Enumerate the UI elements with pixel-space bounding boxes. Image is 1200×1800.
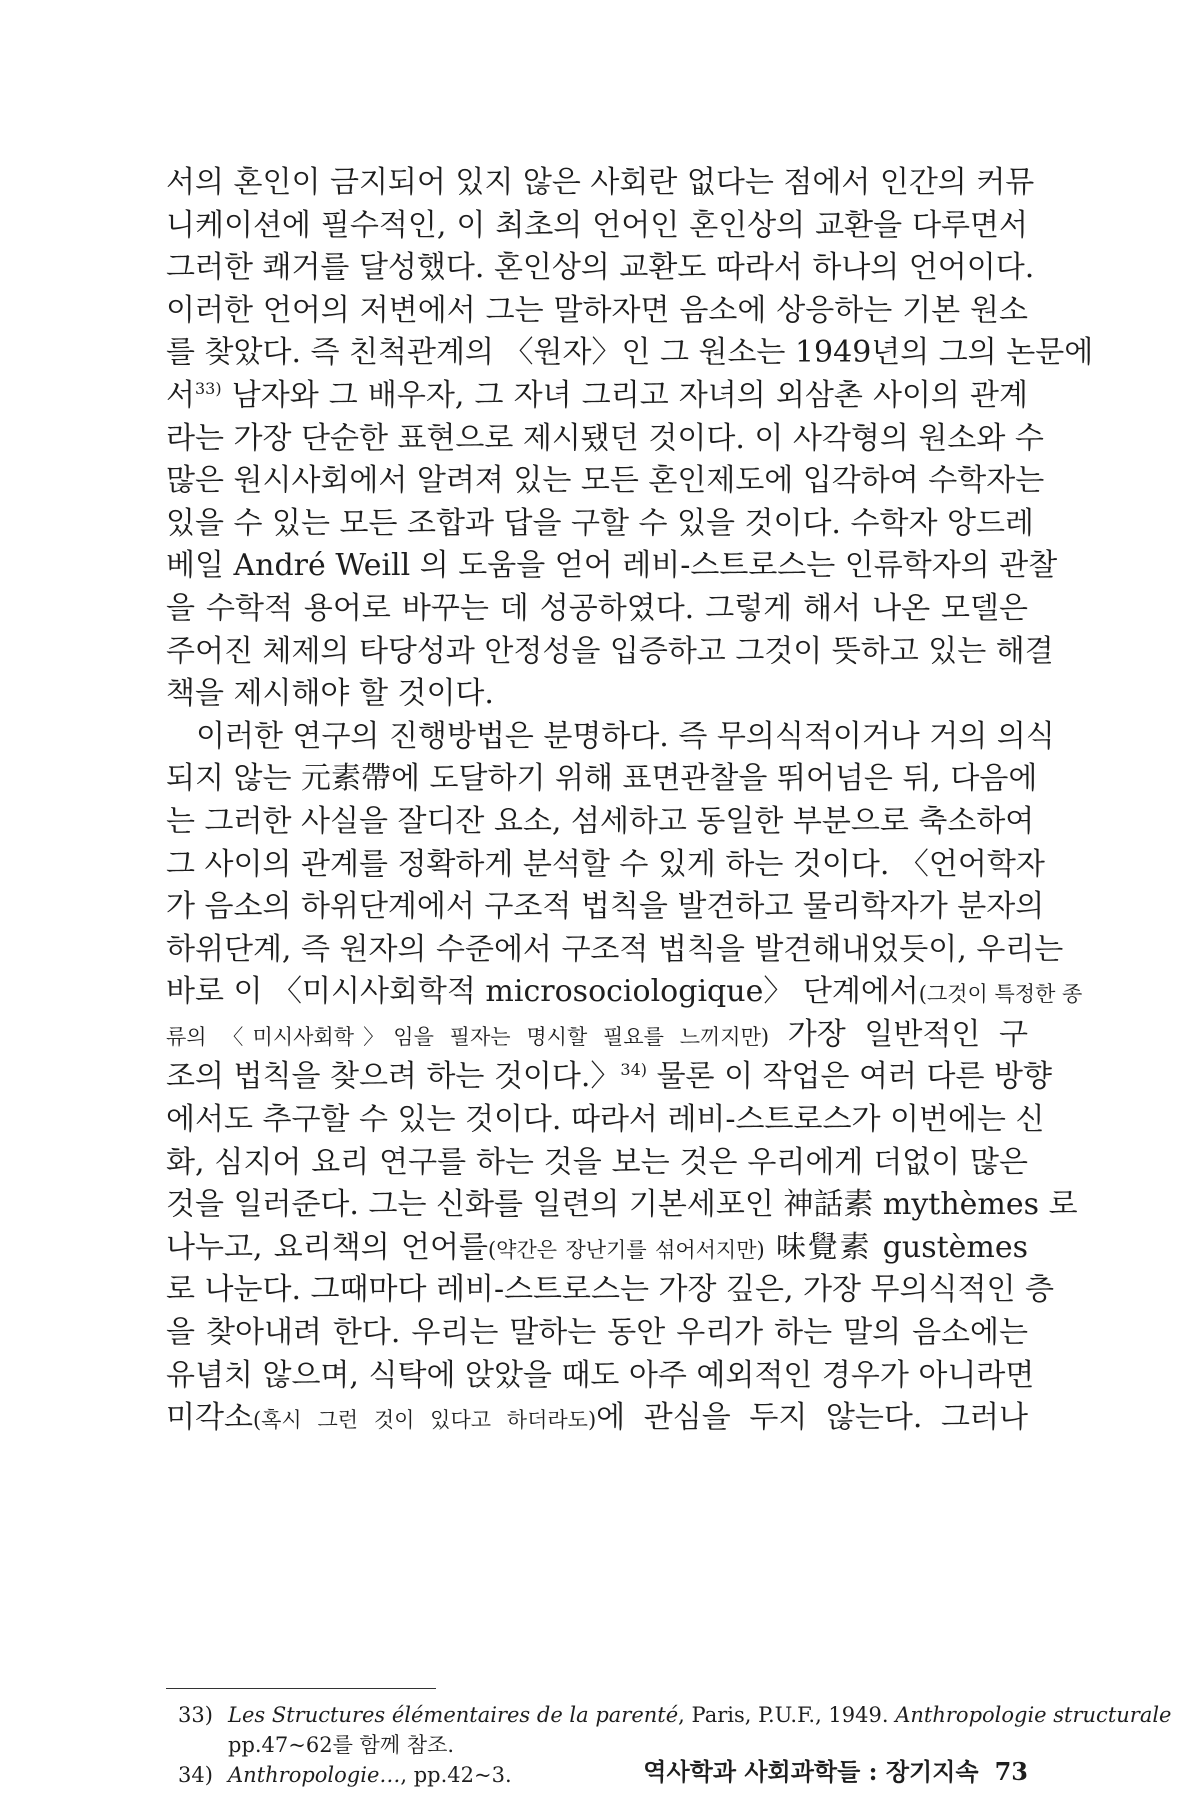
parenthetical-small: (혹시 그런 것이 있다고 하더라도) <box>252 1408 597 1433</box>
text-segment: 미각소 <box>166 1400 253 1436</box>
running-title: 역사학과 사회과학들 : 장기지속 <box>643 1757 979 1786</box>
text-line: 을 찾아내려 한다. 우리는 말하는 동안 우리가 하는 말의 음소에는 <box>166 1315 1028 1351</box>
text-line: 라는 가장 단순한 표현으로 제시됐던 것이다. 이 사각형의 원소와 수 <box>166 420 1044 456</box>
text-line: 하위단계, 즉 원자의 수준에서 구조적 법칙을 발견해내었듯이, 우리는 <box>166 931 1064 967</box>
parenthetical-small: (약간은 장난기를 섞어서지만) <box>487 1237 765 1262</box>
text-line: 책을 제시해야 할 것이다. <box>166 676 494 712</box>
parenthetical-small: (그것이 특정한 종 <box>918 982 1083 1007</box>
text-line <box>166 1397 1028 1440</box>
text-segment: 조의 법칙을 찾으려 하는 것이다.〉 <box>166 1059 621 1095</box>
text-line: 있을 수 있는 모든 조합과 답을 구할 수 있을 것이다. 수학자 앙드레 <box>166 505 1034 541</box>
footnote-text: , Paris, P.U.F., 1949. <box>678 1703 896 1727</box>
text-segment: 에 관심을 두지 않는다. 그러나 <box>596 1400 1028 1436</box>
text-line: 주어진 체제의 타당성과 안정성을 입증하고 그것이 뜻하고 있는 해결 <box>166 633 1054 669</box>
footnote-divider <box>166 1688 436 1689</box>
text-line <box>166 1227 1028 1270</box>
page-footer <box>600 1752 1028 1787</box>
text-line: 니케이션에 필수적인, 이 최초의 언어인 혼인상의 교환을 다루면서 <box>166 207 1028 243</box>
footnote-title: Anthropologie structurale <box>895 1703 1172 1727</box>
text-line: 서의 혼인이 금지되어 있지 않은 사회란 없다는 점에서 인간의 커뮤 <box>166 165 1035 200</box>
text-segment: 나누고, 요리책의 언어를 <box>166 1229 488 1265</box>
text-line: 이러한 언어의 저변에서 그는 말하자면 음소에 상응하는 기본 원소 <box>166 292 1028 328</box>
footnote-number: 34) <box>178 1763 213 1787</box>
text-segment: 가장 일반적인 구 <box>769 1016 1029 1052</box>
text-segment: 물론 이 작업은 여러 다른 방향 <box>647 1059 1053 1095</box>
text-line: 베일 André Weill 의 도움을 얻어 레비-스트로스는 인류학자의 관찰 <box>166 548 1058 584</box>
body-text <box>166 162 1094 1440</box>
footnote-text: , pp.42~3. <box>400 1763 512 1787</box>
text-line: 에서도 추구할 수 있는 것이다. 따라서 레비-스트로스가 이번에는 신 <box>166 1102 1045 1138</box>
footnote-number: 33) <box>178 1703 213 1727</box>
text-line: 가 음소의 하위단계에서 구조적 법칙을 발견하고 물리학자가 분자의 <box>166 889 1045 925</box>
text-line: 화, 심지어 요리 연구를 하는 것을 보는 것은 우리에게 더없이 많은 <box>166 1144 1028 1180</box>
text-segment: 味覺素 gustèmes <box>764 1229 1028 1265</box>
footnote-title: Anthropologie… <box>228 1763 401 1787</box>
text-line: 로 나눈다. 그때마다 레비-스트로스는 가장 깊은, 가장 무의식적인 층 <box>166 1272 1054 1308</box>
text-segment: 서 <box>166 377 195 413</box>
text-line <box>166 375 1028 418</box>
text-line: 는 그러한 사실을 잘디잔 요소, 섬세하고 동일한 부분으로 축소하여 <box>166 803 1035 839</box>
text-line: 이러한 연구의 진행방법은 분명하다. 즉 무의식적이거나 거의 의식 <box>196 718 1055 754</box>
text-segment: 바로 이 〈미시사회학적 microsociologique〉 단계에서 <box>166 974 919 1010</box>
footnote-33 <box>178 1700 1172 1730</box>
footnote-ref-33[interactable]: 33) <box>194 378 222 398</box>
footnote-title: Les Structures élémentaires de la parenté <box>228 1703 679 1727</box>
text-line: 많은 원시사회에서 알려져 있는 모든 혼인제도에 입각하여 수학자는 <box>166 463 1045 499</box>
footnote-ref-34[interactable]: 34) <box>620 1060 648 1080</box>
footnote-33-continuation: pp.47~62를 함께 참조. <box>228 1733 455 1757</box>
text-line: 되지 않는 元素帶에 도달하기 위해 표면관찰을 뛰어넘은 뒤, 다음에 <box>166 761 1038 797</box>
text-line <box>166 1014 1028 1057</box>
text-segment: 남자와 그 배우자, 그 자녀 그리고 자녀의 외삼촌 사이의 관계 <box>221 377 1028 413</box>
parenthetical-small: 류의 〈미시사회학〉임을 필자는 명시할 필요를 느끼지만) <box>166 1024 770 1049</box>
page-number: 73 <box>994 1757 1028 1786</box>
text-line: 그러한 쾌거를 달성했다. 혼인상의 교환도 따라서 하나의 언어이다. <box>166 250 1035 286</box>
text-line <box>166 1056 1053 1099</box>
text-line: 를 찾았다. 즉 친척관계의 〈원자〉인 그 원소는 1949년의 그의 논문에 <box>166 335 1094 371</box>
text-line: 유념치 않으며, 식탁에 앉았을 때도 아주 예외적인 경우가 아니라면 <box>166 1357 1035 1393</box>
text-line: 을 수학적 용어로 바꾸는 데 성공하였다. 그렇게 해서 나온 모델은 <box>166 590 1028 626</box>
text-line: 것을 일러준다. 그는 신화를 일련의 기본세포인 神話素 mythèmes 로 <box>166 1187 1078 1223</box>
text-line: 그 사이의 관계를 정확하게 분석할 수 있게 하는 것이다. 〈언어학자 <box>166 846 1045 882</box>
text-line <box>166 971 1083 1014</box>
